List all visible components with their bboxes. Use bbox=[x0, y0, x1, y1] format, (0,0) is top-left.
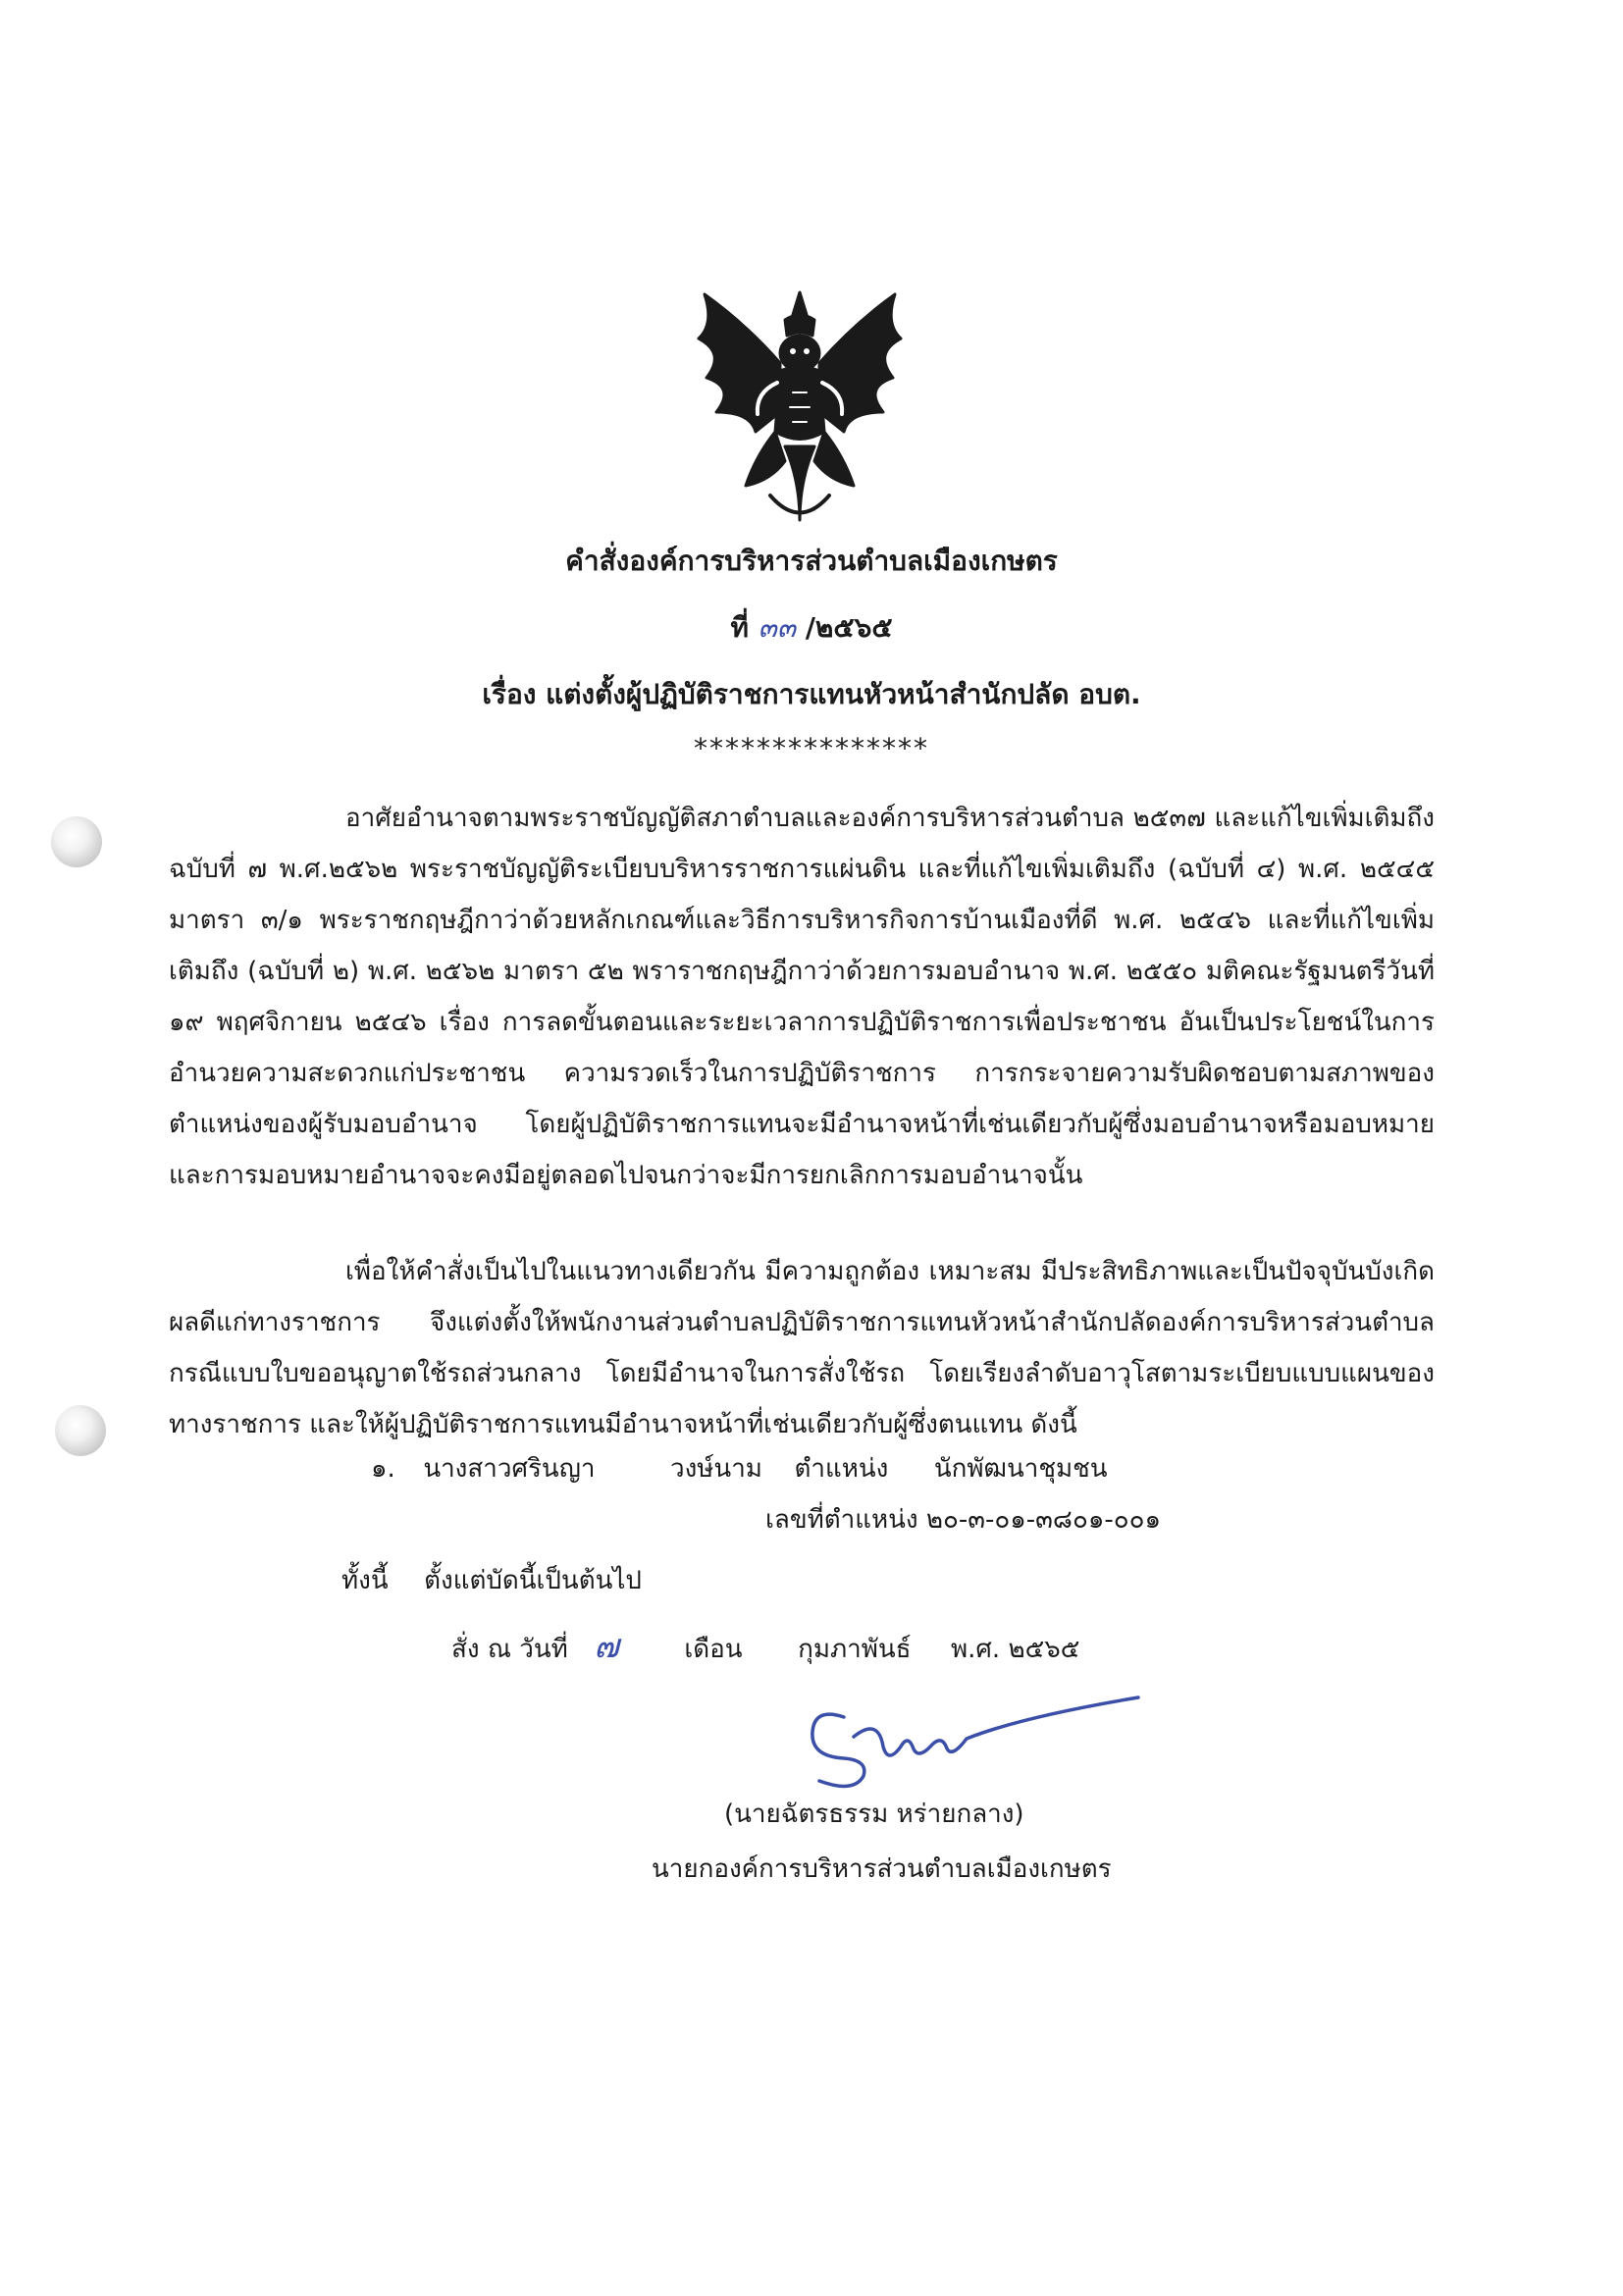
date-year: พ.ศ. ๒๕๖๕ bbox=[951, 1635, 1080, 1664]
effective-line bbox=[341, 1560, 642, 1600]
signature-icon bbox=[785, 1678, 1158, 1796]
order-number-prefix: ที่ bbox=[730, 611, 749, 644]
separator: *************** bbox=[694, 732, 929, 764]
appointee-position-number: เลขที่ตำแหน่ง ๒๐-๓-๐๑-๓๘๐๑-๐๐๑ bbox=[765, 1505, 1161, 1535]
order-subject: เรื่อง แต่งตั้งผู้ปฏิบัติราชการแทนหัวหน้าสำนักปลัด อบต. bbox=[482, 678, 1141, 710]
body-paragraph-2: เพื่อให้คำสั่งเป็นไปในแนวทางเดียวกัน มีความถูกต้อง เหมาะสม มีประสิทธิภาพและเป็นปัจจุบันบังเกิดผลดีแก่ทางราชการ จึงแต่งตั้งให้พนักงานส่วนตำบลปฏิบัติราชการแทนหัวหน้าสำนักปลัดองค์การบริหารส่วนตำบล กรณีแบบใบขออนุญาตใช้รถส่วนกลาง โดยมีอำนาจในการสั่งใช้รถ โดยเรียงลำดับอาวุโสตามระเบียบแบบแผนของทางราชการ และให้ผู้ปฏิบัติราชการแทนมีอำนาจหน้าที่เช่นเดียวกับผู้ซึ่งตนแทน ดังนี้ bbox=[169, 1257, 1435, 1439]
appointee-position-label: ตำแหน่ง bbox=[794, 1454, 889, 1484]
garuda-emblem-icon bbox=[687, 285, 913, 530]
effective-text: ตั้งแต่บัดนี้เป็นต้นไป bbox=[424, 1566, 642, 1595]
order-number-handwritten: ๓๓ bbox=[758, 611, 796, 644]
date-month: กุมภาพันธ์ bbox=[798, 1635, 912, 1664]
order-date bbox=[451, 1619, 1079, 1672]
appointee-first-name: นางสาวศรินญา bbox=[423, 1454, 596, 1484]
punch-hole bbox=[55, 1405, 106, 1456]
effective-label: ทั้งนี้ bbox=[341, 1566, 389, 1595]
appointee-line bbox=[371, 1448, 1108, 1488]
order-number-suffix: /๒๕๖๕ bbox=[805, 611, 893, 644]
punch-hole bbox=[51, 816, 102, 867]
signer-title: นายกองค์การบริหารส่วนตำบลเมืองเกษตร bbox=[652, 1854, 1112, 1884]
appointee-last-name: วงษ์นาม bbox=[669, 1454, 762, 1484]
date-prefix: สั่ง ณ วันที่ bbox=[451, 1635, 568, 1664]
body-paragraph-1: อาศัยอำนาจตามพระราชบัญญัติสภาตำบลและองค์การบริหารส่วนตำบล ๒๕๓๗ และแก้ไขเพิ่มเติมถึงฉบับที่ ๗ พ.ศ.๒๕๖๒ พระราชบัญญัติระเบียบบริหารราชการแผ่นดิน และที่แก้ไขเพิ่มเติมถึง (ฉบับที่ ๔) พ.ศ. ๒๕๔๕ มาตรา ๓/๑ พระราชกฤษฎีกาว่าด้วยหลักเกณฑ์และวิธีการบริหารกิจการบ้านเมืองที่ดี พ.ศ. ๒๕๔๖ และที่แก้ไขเพิ่มเติมถึง (ฉบับที่ ๒) พ.ศ. ๒๕๖๒ มาตรา ๕๒ พราราชกฤษฎีกาว่าด้วยการมอบอำนาจ พ.ศ. ๒๕๕๐ มติคณะรัฐมนตรีวันที่ ๑๙ พฤศจิกายน ๒๕๔๖ เรื่อง การลดขั้นตอนและระยะเวลาการปฏิบัติราชการเพื่อประชาชน อันเป็นประโยชน์ในการอำนวยความสะดวกแก่ประชาชน ความรวดเร็วในการปฏิบัติราชการ การกระจายความรับผิดชอบตามสภาพของตำแหน่งของผู้รับมอบอำนาจ โดยผู้ปฏิบัติราชการแทนจะมีอำนาจหน้าที่เช่นเดียวกับผู้ซึ่งมอบอำนาจหรือมอบหมาย และการมอบหมายอำนาจจะคงมีอยู่ตลอดไปจนกว่าจะมีการยกเลิกการมอบอำนาจนั้น bbox=[169, 804, 1435, 1190]
appointee-position: นักพัฒนาชุมชน bbox=[933, 1454, 1108, 1484]
date-day-handwritten: ๗ bbox=[594, 1627, 619, 1666]
signer-name: (นายฉัตรธรรม หร่ายกลาง) bbox=[724, 1800, 1024, 1829]
order-title: คำสั่งองค์การบริหารส่วนตำบลเมืองเกษตร bbox=[565, 545, 1058, 577]
date-month-label: เดือน bbox=[684, 1635, 743, 1664]
order-number bbox=[0, 606, 1623, 650]
appointee-index: ๑. bbox=[371, 1454, 395, 1484]
